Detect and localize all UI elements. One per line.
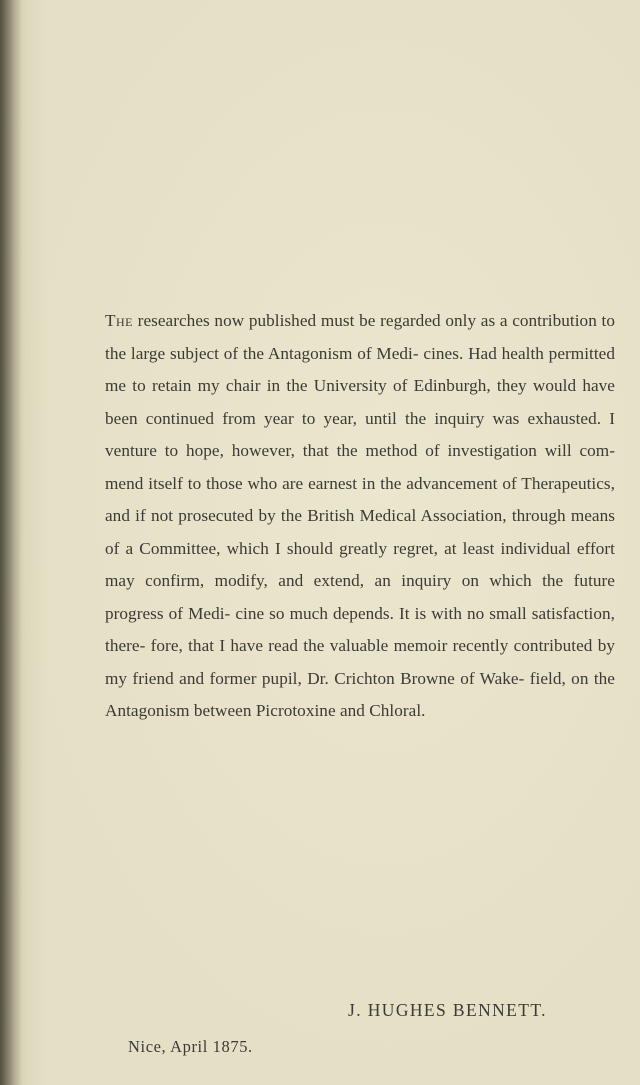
page-gutter-shadow [0,0,22,1085]
opening-word: The [105,311,133,330]
preface-text-block [105,305,615,728]
paragraph-body: researches now published must be regarded only as a contribution to the large subject of the Antagonism of Medi- cines. Had health permitted me to retain my chair in the University of Edinburgh, they would have been continued from year to year, until the inquiry was exhausted. I venture to hope, however, that the method of investigation will com- mend itself to those who are earnest in the advancement of Therapeutics, and if not prosecuted by the British Medical Association, through means of a Committee, which I should greatly regret, at least individual effort may confirm, modify, and extend, an inquiry on which the future progress of Medi- cine so much depends. It is with no small satisfaction, there- fore, that I have read the valuable memoir recently contributed by my friend and former pupil, Dr. Crichton Browne of Wake- field, on the Antagonism between Picrotoxine and Chloral. [105,311,615,720]
author-signature: J. HUGHES BENNETT. [348,1000,547,1020]
place-and-date: Nice, April 1875. [128,1037,253,1056]
preface-paragraph [105,305,615,728]
